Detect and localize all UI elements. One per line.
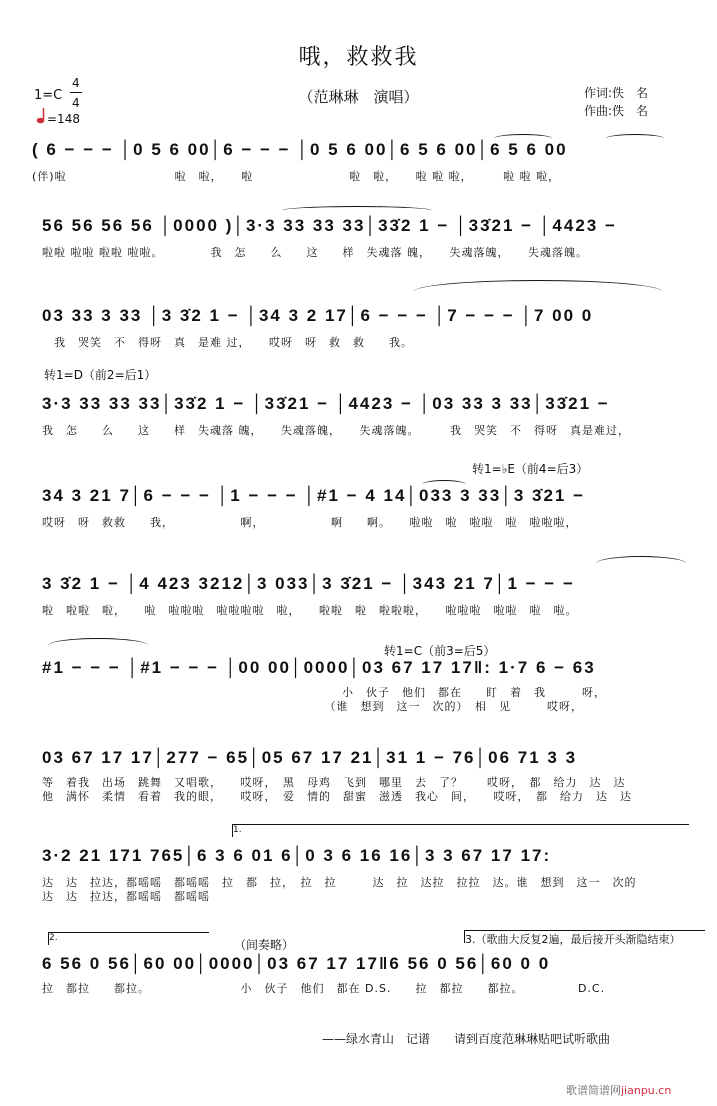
- triplet-slur: [494, 134, 552, 143]
- time-signature-top: 4: [72, 76, 80, 90]
- modulation-to-c: 转1=C（前3=后5）: [384, 644, 496, 658]
- notes-row-3: 03 33 3 33 │3 3̇2 1 − │34 3 2 17│6 − − − │7 − − − │7 00 0: [42, 306, 594, 325]
- tie-slur: [596, 556, 686, 571]
- time-signature-line: [70, 92, 82, 93]
- tie-slur: [414, 280, 662, 303]
- lyrics-row-7-verse-1: 小 伙子 他们 都在 盯 着 我 呀，: [42, 686, 606, 699]
- phrase-slur: [282, 206, 432, 215]
- volta-second-ending: [48, 932, 209, 945]
- lyrics-row-4: 我 怎 么 这 样 失魂落 魄， 失魂落魄， 失魂落魄。 我 哭笑 不 得呀 真是难过，: [42, 424, 630, 437]
- lyricist: 作词:佚 名: [584, 86, 649, 100]
- watermark-domain: jianpu.cn: [621, 1084, 672, 1097]
- score-row-8: [28, 734, 688, 804]
- composer: 作曲:佚 名: [584, 104, 649, 118]
- lyrics-row-8-verse-1: 等 着我 出场 跳舞 又唱歌， 哎呀， 黑 母鸡 飞到 哪里 去 了？ 哎呀， 都 给力 达 达: [42, 776, 626, 789]
- watermark: [566, 1082, 671, 1098]
- score-row-3: [28, 296, 688, 349]
- score-row-7: [28, 636, 688, 716]
- score-row-4: [28, 366, 688, 437]
- volta-label: 3.（歌曲大反复2遍，最后接开头渐隐结束）: [465, 933, 681, 946]
- time-signature-bottom: 4: [72, 96, 80, 110]
- lyrics-row-9-verse-1: 达 达 拉达，都嗂嗂 都嗂嗂 拉 都 拉， 拉 拉 达 拉 达拉 拉拉 达。谁 想到 这一 次的: [42, 876, 637, 889]
- transcriber-credit: ——绿水青山 记谱 请到百度范琳琳贴吧试听歌曲: [322, 1032, 611, 1046]
- lyrics-row-8-verse-2: 他 满怀 柔情 看着 我的眼， 哎呀， 爱 情的 甜蜜 滋透 我心 间， 哎呀， 都 给力 达 达: [42, 790, 632, 803]
- score-row-9: [28, 822, 688, 902]
- volta-label: 2.: [49, 933, 58, 943]
- song-title: 哦，救救我: [298, 45, 419, 70]
- score-row-10: [28, 926, 688, 996]
- lyrics-row-5: 哎呀 呀 救救 我， 啊， 啊 啊。 啦啦 啦 啦啦 啦 啦啦啦，: [42, 516, 578, 529]
- interlude-note: （间奏略）: [234, 938, 295, 952]
- modulation-to-d: 转1=D（前2=后1）: [44, 368, 157, 382]
- notes-row-10: 6 56 0 56│60 00│0000│03 67 17 17‖6 56 0 56│60 0 0: [42, 954, 551, 973]
- score-row-2: [28, 206, 688, 259]
- tie-slur: [48, 638, 148, 653]
- key-signature: 1=C: [34, 88, 63, 103]
- notes-row-1: ( 6 − − − │0 5 6 00│6 − − − │0 5 6 00│6 5 6 00│6 5 6 00: [32, 140, 568, 159]
- volta-label: 1.: [233, 825, 242, 835]
- lyrics-row-2: 啦啦 啦啦 啦啦 啦啦。 我 怎 么 这 样 失魂落 魄， 失魂落魄， 失魂落魄。: [42, 246, 588, 259]
- tie-slur: [422, 480, 466, 489]
- lyrics-row-3: 我 哭笑 不 得呀 真 是难 过， 哎呀 呀 救 救 我。: [42, 336, 413, 349]
- credits: [584, 84, 648, 120]
- tempo-marking: =148: [47, 112, 80, 126]
- score-row-1: [28, 130, 688, 183]
- notes-row-6: 3 3̇2 1 − │4 423 3212│3 033│3 3̇21 − │343 21 7│1 − − −: [42, 574, 575, 593]
- lyrics-row-10: 拉 都拉 都拉。 小 伙子 他们 都在 D.S. 拉 都拉 都拉。 D.C.: [42, 982, 606, 995]
- volta-first-ending: [232, 824, 689, 837]
- notes-row-9: 3·2 21 171 765│6 3 6 01 6│0 3 6 16 16│3 3 67 17 17:: [42, 846, 552, 865]
- score-row-5: [28, 460, 688, 529]
- lyrics-row-9-verse-2: 达 达 拉达，都嗂嗂 都嗂嗂: [42, 890, 210, 903]
- score-row-6: [28, 556, 688, 616]
- modulation-to-e-flat: 转1=♭E（前4=后3）: [472, 462, 589, 476]
- notes-row-4: 3·3 33 33 33│33̇2 1 − │33̇21 − │4423 − │03 33 3 33│33̇21 −: [42, 394, 610, 413]
- notes-row-2: 56 56 56 56 │0000 )│3·3 33 33 33│33̇2 1 − │33̇21 − │4423 −: [42, 216, 617, 235]
- watermark-site: 歌谱简谱网: [566, 1084, 621, 1097]
- notes-row-7: #1 − − − │#1 − − − │00 00│0000│03 67 17 17‖: 1·7 6 − 63: [42, 658, 596, 677]
- lyrics-row-1: (伴)啦 啦 啦， 啦 啦 啦， 啦 啦 啦， 啦 啦 啦，: [32, 170, 561, 183]
- quarter-note-icon: [36, 108, 46, 124]
- notes-row-5: 34 3 21 7│6 − − − │1 − − − │#1 − 4 14│033 3 33│3 3̇21 −: [42, 486, 586, 505]
- notes-row-8: 03 67 17 17│277 − 65│05 67 17 21│31 1 − 76│06 71 3 3: [42, 748, 578, 767]
- lyrics-row-6: 啦 啦啦 啦， 啦 啦啦啦 啦啦啦啦 啦， 啦啦 啦 啦啦啦， 啦啦啦 啦啦 啦 啦。: [42, 604, 578, 617]
- song-subtitle: （范琳琳 演唱）: [298, 88, 419, 106]
- lyrics-row-7-verse-2: （谁 想到 这一 次的） 相 见 哎呀，: [42, 700, 583, 713]
- volta-third-ending: [464, 930, 705, 946]
- triplet-slur: [606, 134, 664, 143]
